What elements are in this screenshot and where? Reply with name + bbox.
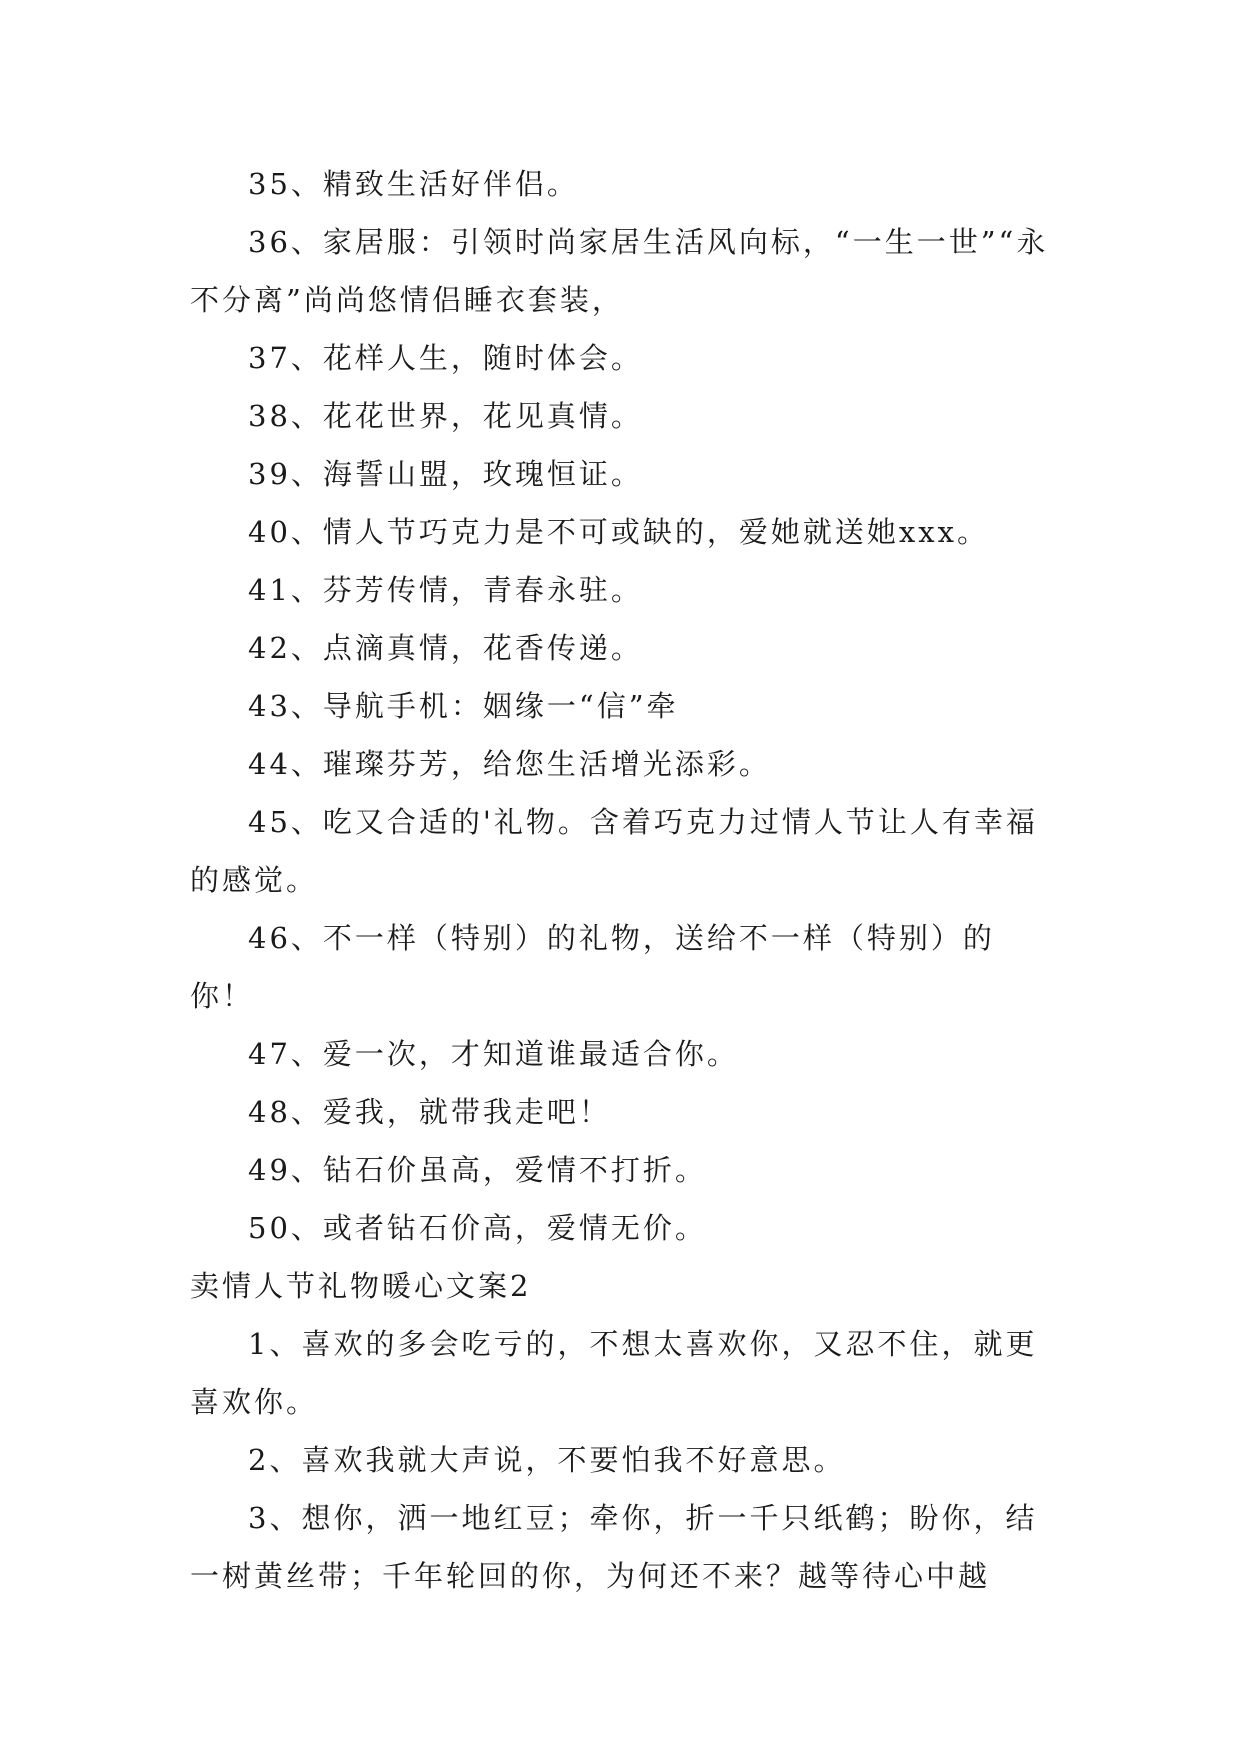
- paragraph-49: 49、钻石价虽高，爱情不打折。: [248, 1153, 707, 1187]
- paragraph-s2-3: 3、想你，洒一地红豆；牵你，折一千只纸鹤；盼你，结一树黄丝带；千年轮回的你，为何还不来？越等待心中越: [190, 1501, 1038, 1593]
- paragraph-38: 38、花花世界，花见真情。: [248, 399, 643, 433]
- paragraph-35: 35、精致生活好伴侣。: [248, 167, 579, 201]
- paragraph-40: 40、情人节巧克力是不可或缺的，爱她就送她xxx。: [248, 515, 989, 549]
- paragraph-s2-2: 2、喜欢我就大声说，不要怕我不好意思。: [248, 1443, 846, 1477]
- paragraph-42: 42、点滴真情，花香传递。: [248, 631, 643, 665]
- paragraph-41: 41、芬芳传情，青春永驻。: [248, 573, 643, 607]
- paragraph-37: 37、花样人生，随时体会。: [248, 341, 643, 375]
- paragraph-46: 46、不一样（特别）的礼物，送给不一样（特别）的你！: [190, 921, 995, 1013]
- paragraph-36: 36、家居服：引领时尚家居生活风向标，“一生一世”“永不分离”尚尚悠情侣睡衣套装，: [190, 225, 1049, 317]
- paragraph-45: 45、吃又合适的'礼物。含着巧克力过情人节让人有幸福的感觉。: [190, 805, 1038, 897]
- paragraph-s2-1: 1、喜欢的多会吃亏的，不想太喜欢你，又忍不住，就更喜欢你。: [190, 1327, 1038, 1419]
- paragraph-44: 44、璀璨芬芳，给您生活增光添彩。: [248, 747, 771, 781]
- paragraph-43: 43、导航手机：姻缘一“信”牵: [248, 689, 679, 723]
- paragraph-50: 50、或者钻石价高，爱情无价。: [248, 1211, 707, 1245]
- section-heading: 卖情人节礼物暖心文案2: [190, 1269, 532, 1303]
- document-body: [190, 155, 1050, 1605]
- paragraph-47: 47、爱一次，才知道谁最适合你。: [248, 1037, 739, 1071]
- paragraph-48: 48、爱我，就带我走吧！: [248, 1095, 611, 1129]
- paragraph-39: 39、海誓山盟，玫瑰恒证。: [248, 457, 643, 491]
